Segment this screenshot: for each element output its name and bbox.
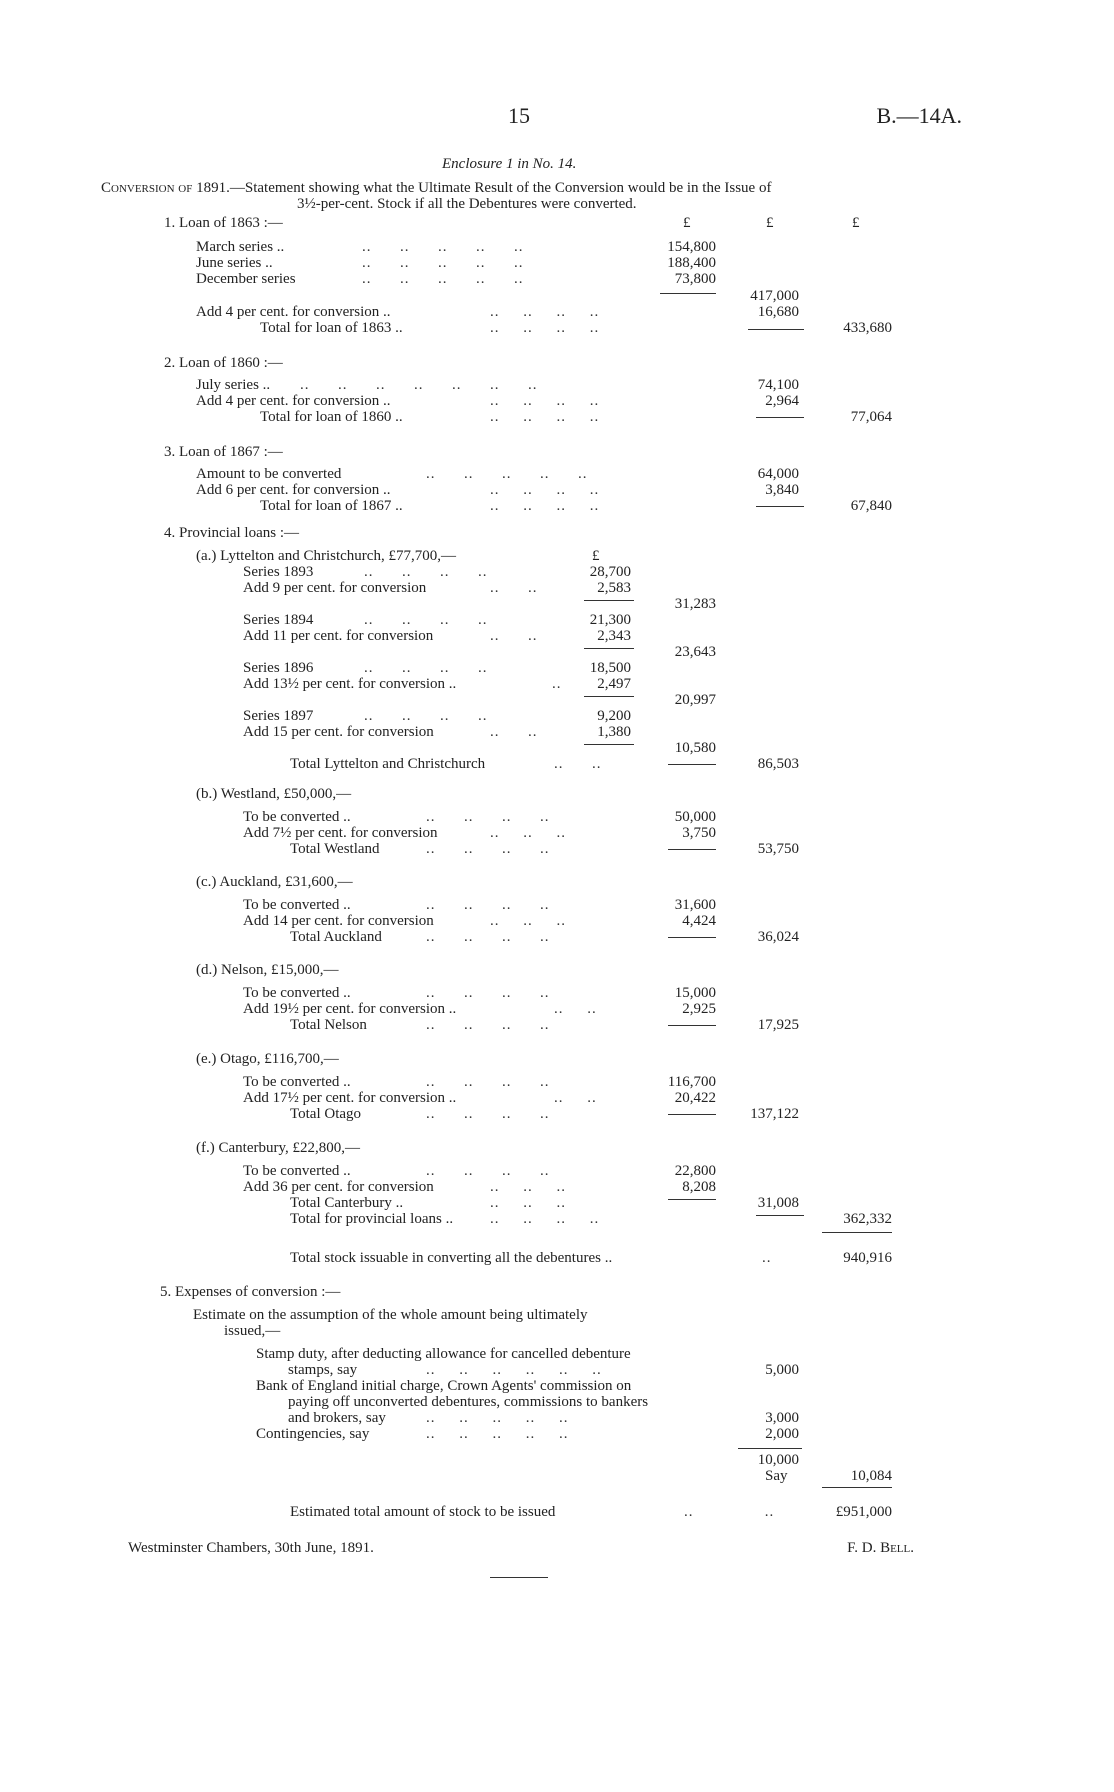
s5-say-value: 10,084 <box>850 1468 892 1484</box>
dot-leader: .. <box>762 1250 772 1266</box>
s4a-series-total: 20,997 <box>674 692 716 708</box>
s4a-add-label: Add 9 per cent. for conversion <box>243 580 427 596</box>
page-number: 15 <box>508 103 530 128</box>
s4a-series-label: Series 1894 <box>243 612 314 628</box>
s4f-total-label: Total Canterbury .. <box>290 1195 404 1211</box>
s4a-total-value: 86,503 <box>757 756 799 772</box>
s4a-series-value: 9,200 <box>597 708 631 724</box>
s4a-series-label: Series 1896 <box>243 660 314 676</box>
dot-leader: .. .. .. .. <box>426 1074 550 1090</box>
subtotal-rule <box>584 696 634 697</box>
dot-leader: .. .. .. .. <box>364 660 488 676</box>
s4d-conv-value: 15,000 <box>674 985 716 1001</box>
s4f-conv-value: 22,800 <box>674 1163 716 1179</box>
dot-leader: .. .. .. .. .. .. .. <box>300 377 538 393</box>
s2-total-value: 77,064 <box>850 409 892 425</box>
s4e-conv-value: 116,700 <box>667 1074 716 1090</box>
s4c-total-value: 36,024 <box>757 929 799 945</box>
s4a-series-value: 21,300 <box>589 612 631 628</box>
dot-leader: .. .. .. .. .. <box>426 1426 569 1442</box>
total-rule <box>756 506 804 507</box>
sum-rule <box>738 1448 802 1449</box>
s3-row-label: Amount to be converted <box>196 466 342 482</box>
s1-row-label: March series .. <box>196 239 285 255</box>
section5-heading: 5. Expenses of conversion :— <box>160 1284 341 1300</box>
s4f-heading: (f.) Canterbury, £22,800,— <box>196 1140 360 1156</box>
dot-leader: .. .. .. .. <box>364 612 488 628</box>
dot-leader: .. .. <box>490 580 538 596</box>
dot-leader: .. .. .. <box>490 825 566 841</box>
s2-row-value: 2,964 <box>765 393 799 409</box>
s1-row-value: 188,400 <box>667 255 716 271</box>
dot-leader: .. .. .. <box>490 1195 566 1211</box>
s4c-conv-value: 31,600 <box>674 897 716 913</box>
dot-leader: .. .. .. .. .. <box>362 255 524 271</box>
s2-row-label: July series .. <box>196 377 271 393</box>
s2-row-value: 74,100 <box>757 377 799 393</box>
dot-leader: .. .. .. .. <box>490 393 600 409</box>
s4a-add-value: 2,583 <box>597 580 631 596</box>
s2-row-label: Add 4 per cent. for conversion .. <box>196 393 391 409</box>
dot-leader: .. .. .. .. <box>490 304 600 320</box>
footer-place-date: Westminster Chambers, 30th June, 1891. <box>128 1540 374 1556</box>
s4f-total-value: 31,008 <box>757 1195 799 1211</box>
dot-leader: .. .. .. .. .. <box>426 466 588 482</box>
s4a-series-value: 18,500 <box>589 660 631 676</box>
statement-title-line1 <box>101 180 771 196</box>
s1-row-label: December series <box>196 271 296 287</box>
s4a-add-label: Add 13½ per cent. for conversion .. <box>243 676 457 692</box>
s4a-series-total: 31,283 <box>674 596 716 612</box>
s4c-conv-label: To be converted .. <box>243 897 351 913</box>
s5-say-label: Say <box>765 1468 788 1484</box>
dot-leader: .. .. .. .. .. <box>362 271 524 287</box>
s4a-total-label: Total Lyttelton and Christchurch <box>290 756 486 772</box>
s4a-currency: £ <box>592 548 600 564</box>
total-rule <box>748 329 804 330</box>
s4f-conv-label: To be converted .. <box>243 1163 351 1179</box>
s5-bank-line1: Bank of England initial charge, Crown Agents' commission on <box>256 1378 632 1394</box>
dot-leader: .. .. <box>554 1090 597 1106</box>
s1-row-value: 154,800 <box>667 239 716 255</box>
dot-leader: .. .. <box>554 1001 597 1017</box>
s4d-total-label: Total Nelson <box>290 1017 367 1033</box>
s1-subtotal: 417,000 <box>750 288 799 304</box>
total-rule <box>756 417 804 418</box>
s4f-add-label: Add 36 per cent. for conversion <box>243 1179 434 1195</box>
grand-total-value: 940,916 <box>843 1250 892 1266</box>
s4b-heading: (b.) Westland, £50,000,— <box>196 786 352 802</box>
total-rule <box>668 764 716 765</box>
dot-leader: .. .. <box>684 1504 775 1520</box>
s4b-add-value: 3,750 <box>682 825 716 841</box>
s5-bank-line2: paying off unconverted debentures, commissions to bankers <box>288 1394 649 1410</box>
s3-total-value: 67,840 <box>850 498 892 514</box>
dot-leader: .. .. .. .. .. <box>426 1410 569 1426</box>
provincial-total-label: Total for provincial loans .. <box>290 1211 454 1227</box>
s4a-add-value: 1,380 <box>597 724 631 740</box>
dot-leader: .. .. .. .. <box>490 320 600 336</box>
s4c-heading: (c.) Auckland, £31,600,— <box>196 874 353 890</box>
s4d-heading: (d.) Nelson, £15,000,— <box>196 962 339 978</box>
section3-heading: 3. Loan of 1867 :— <box>164 444 283 460</box>
final-total-value: £951,000 <box>835 1504 892 1520</box>
s4e-total-label: Total Otago <box>290 1106 362 1122</box>
s4f-add-value: 8,208 <box>682 1179 716 1195</box>
s4a-series-label: Series 1893 <box>243 564 314 580</box>
dot-leader: .. .. .. .. <box>364 708 488 724</box>
s4c-add-label: Add 14 per cent. for conversion <box>243 913 434 929</box>
s5-stamp-line2: stamps, say <box>288 1362 358 1378</box>
col-header-3: £ <box>852 215 860 231</box>
dot-leader: .. .. .. .. <box>426 1017 550 1033</box>
s1-row-label: June series .. <box>196 255 273 271</box>
s4d-add-value: 2,925 <box>682 1001 716 1017</box>
s4a-add-label: Add 15 per cent. for conversion <box>243 724 434 740</box>
s4a-series-label: Series 1897 <box>243 708 314 724</box>
statement-title-line2: 3½-per-cent. Stock if all the Debentures were converted. <box>297 196 637 212</box>
s3-row-value: 3,840 <box>765 482 799 498</box>
s4a-add-label: Add 11 per cent. for conversion <box>243 628 434 644</box>
signature: F. D. Bell. <box>847 1540 914 1556</box>
s3-total-label: Total for loan of 1867 .. <box>260 498 403 514</box>
section2-heading: 2. Loan of 1860 :— <box>164 355 283 371</box>
statement-title-prefix: Conversion of 1891. <box>101 180 230 196</box>
dot-leader: .. .. .. .. <box>426 985 550 1001</box>
statement-title-text: —Statement showing what the Ultimate Result of the Conversion would be in the Issue of <box>229 180 772 196</box>
total-rule <box>668 937 716 938</box>
dot-leader: .. .. .. .. <box>426 929 550 945</box>
s4a-series-total: 23,643 <box>674 644 716 660</box>
dot-leader: .. .. <box>554 756 602 772</box>
subtotal-rule <box>660 293 716 294</box>
dot-leader: .. .. .. .. <box>490 498 600 514</box>
total-rule <box>668 1025 716 1026</box>
s1-add-label: Add 4 per cent. for conversion .. <box>196 304 391 320</box>
s4c-add-value: 4,424 <box>682 913 716 929</box>
s4a-add-value: 2,497 <box>597 676 631 692</box>
s4d-add-label: Add 19½ per cent. for conversion .. <box>243 1001 457 1017</box>
dot-leader: .. .. .. <box>490 913 566 929</box>
col-header-2: £ <box>766 215 774 231</box>
grand-total-rule <box>822 1232 892 1233</box>
dot-leader: .. .. .. .. .. <box>362 239 524 255</box>
section1-heading: 1. Loan of 1863 :— <box>164 215 283 231</box>
col-header-1: £ <box>683 215 691 231</box>
s5-estimate-line2: issued,— <box>224 1323 281 1339</box>
dot-leader: .. .. .. .. <box>426 897 550 913</box>
s4d-total-value: 17,925 <box>757 1017 799 1033</box>
s1-row-value: 73,800 <box>674 271 716 287</box>
s5-stamp-value: 5,000 <box>765 1362 799 1378</box>
total-rule <box>668 1114 716 1115</box>
dot-leader: .. .. .. .. <box>426 809 550 825</box>
section4-heading: 4. Provincial loans :— <box>164 525 299 541</box>
dot-leader: .. .. .. .. <box>426 841 550 857</box>
s4e-conv-label: To be converted .. <box>243 1074 351 1090</box>
s4e-total-value: 137,122 <box>750 1106 799 1122</box>
s1-total-value: 433,680 <box>843 320 892 336</box>
s4a-series-value: 28,700 <box>589 564 631 580</box>
dot-leader: .. .. .. .. <box>490 409 600 425</box>
dot-leader: .. <box>552 676 562 692</box>
s3-row-value: 64,000 <box>757 466 799 482</box>
s1-total-label: Total for loan of 1863 .. <box>260 320 403 336</box>
closing-rule <box>490 1577 548 1578</box>
s4b-conv-label: To be converted .. <box>243 809 351 825</box>
s5-sum-value: 10,000 <box>757 1452 799 1468</box>
s4e-add-label: Add 17½ per cent. for conversion .. <box>243 1090 457 1106</box>
s5-contingencies-label: Contingencies, say <box>256 1426 370 1442</box>
s4a-heading: (a.) Lyttelton and Christchurch, £77,700,— <box>196 548 456 564</box>
s5-stamp-line1: Stamp duty, after deducting allowance for cancelled debenture <box>256 1346 631 1362</box>
total-rule <box>668 1199 716 1200</box>
s4a-add-value: 2,343 <box>597 628 631 644</box>
enclosure-caption: Enclosure 1 in No. 14. <box>442 156 577 172</box>
subtotal-rule <box>584 744 634 745</box>
s4b-total-value: 53,750 <box>757 841 799 857</box>
s4c-total-label: Total Auckland <box>290 929 382 945</box>
s1-add-value: 16,680 <box>757 304 799 320</box>
dot-leader: .. .. .. .. <box>426 1163 550 1179</box>
s3-row-label: Add 6 per cent. for conversion .. <box>196 482 391 498</box>
s4d-conv-label: To be converted .. <box>243 985 351 1001</box>
total-rule <box>756 1215 804 1216</box>
s4b-total-label: Total Westland <box>290 841 380 857</box>
s4e-add-value: 20,422 <box>674 1090 716 1106</box>
grand-total-label: Total stock issuable in converting all the debentures .. <box>290 1250 613 1266</box>
s4a-series-total: 10,580 <box>674 740 716 756</box>
dot-leader: .. .. .. .. <box>364 564 488 580</box>
total-rule <box>668 849 716 850</box>
provincial-total-value: 362,332 <box>843 1211 892 1227</box>
s5-estimate-line1: Estimate on the assumption of the whole amount being ultimately <box>193 1307 588 1323</box>
s5-contingencies-value: 2,000 <box>765 1426 799 1442</box>
dot-leader: .. .. .. .. <box>426 1106 550 1122</box>
s5-bank-value: 3,000 <box>765 1410 799 1426</box>
dot-leader: .. .. .. .. .. .. <box>426 1362 602 1378</box>
final-total-label: Estimated total amount of stock to be issued <box>290 1504 556 1520</box>
s4b-add-label: Add 7½ per cent. for conversion <box>243 825 438 841</box>
dot-leader: .. .. .. <box>490 1179 566 1195</box>
document-reference: B.—14A. <box>876 103 962 128</box>
dot-leader: .. .. <box>490 628 538 644</box>
s4e-heading: (e.) Otago, £116,700,— <box>196 1051 339 1067</box>
dot-leader: .. .. .. .. <box>490 1211 600 1227</box>
dot-leader: .. .. <box>490 724 538 740</box>
final-rule <box>822 1487 892 1488</box>
s4b-conv-value: 50,000 <box>674 809 716 825</box>
s2-total-label: Total for loan of 1860 .. <box>260 409 403 425</box>
dot-leader: .. .. .. .. <box>490 482 600 498</box>
subtotal-rule <box>584 600 634 601</box>
subtotal-rule <box>584 648 634 649</box>
s5-bank-line3: and brokers, say <box>288 1410 386 1426</box>
